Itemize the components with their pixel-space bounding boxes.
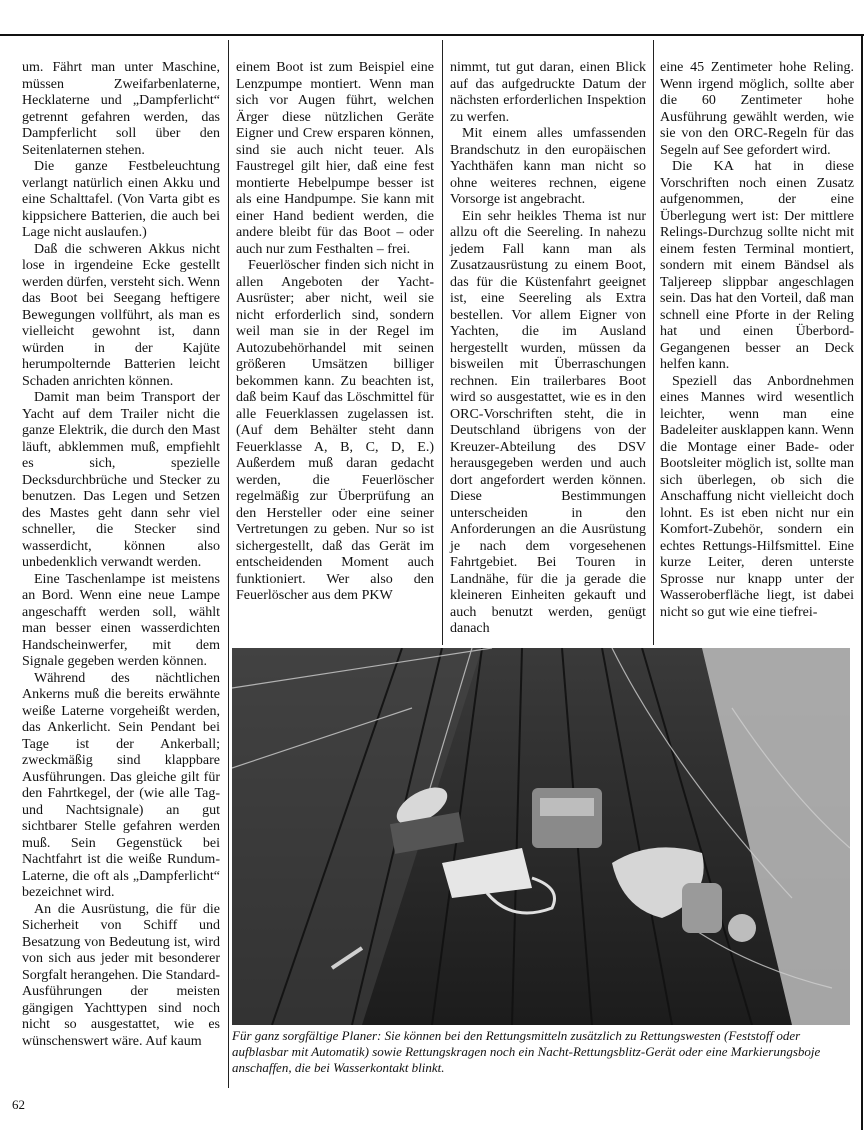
paragraph: Damit man beim Transport der Yacht auf dem Trailer nicht die ganze Elektrik, die durch den Mast läuft, abklemmen muß, empfiehlt es sich, spezielle Decksdurchbrüche und Stecker zu benutzen. Das Legen und Setzen des Mastes geht dann sehr viel schneller, die Stecker sind wasserdicht, können also unbedenklich verwandt werden. bbox=[22, 390, 220, 570]
paragraph: Die ganze Festbeleuchtung verlangt natürlich einen Akku und eine Schalttafel. (Von Varta gibt es kippsichere Batterien, die auch bei Lage nicht auslaufen.) bbox=[22, 159, 220, 240]
page-edge bbox=[861, 34, 863, 1130]
photo-caption: Für ganz sorgfältige Planer: Sie können bei den Rettungsmitteln zusätzlich zu Rettungswesten (Feststoff oder aufblasbar mit Automatik) sowie Rettungskragen noch ein Nacht-Rettungsblitz-Gerät oder eine Markierungsboje anschaffen, die bei Wasserkontakt blinkt. bbox=[232, 1028, 821, 1075]
paragraph: An die Ausrüstung, die für die Sicherheit von Schiff und Besatzung von Bedeutung ist, wird von sich aus jeder mit besonderer Sorgfalt herangehen. Die Standard-Ausführungen der meisten gängigen Yachttypen sind noch nicht so ausgestattet, wie es wünschenswert wäre. Auf kaum bbox=[22, 901, 221, 1049]
top-rule bbox=[0, 34, 864, 36]
paragraph: Die KA hat in diese Vorschriften noch einen Zusatz aufgenommen, der eine Überlegung wert ist: Der mittlere Relings-Durchzug sollte nicht mit einem festen Terminal montiert, sondern mit einem Bändsel als Taljereep slippbar angeschlagen sein. Das hat den Vorteil, daß man schnell eine Pforte in der Reling hat und einen Überbord-Gegangenen besser an Deck helfen kann. bbox=[660, 159, 854, 372]
paragraph: Mit einem alles umfassenden Brandschutz in den europäischen Yachthäfen kann man nicht so ohne weiteres rechnen, eigene Vorsorge ist angebracht. bbox=[450, 126, 646, 207]
paragraph: Ein sehr heikles Thema ist nur allzu oft die Seereling. In nahezu jedem Fall kann man als Zusatzausrüstung zu einem Boot, das für die Küstenfahrt geeignet ist, eine Seereling als Extra bestellen. Vor allem Eigner von Yachten, die im Ausland hergestellt wurden, müssen da bisweilen mit Überraschungen rechnen. Ein trailerbares Boot wird so ausgestattet, wie es in den ORC-Vorschriften steht, die in Deutschland übrigens von der Kreuzer-Abteilung des DSV herausgegeben werden und auch dort angefordert werden können. Diese Bestimmungen unterscheiden in den Anforderungen an die Ausrüstung je nach dem vorgesehenen Fahrtgebiet. Bei Touren in Landnähe, für die ja gerade die kleineren Einheiten gekauft und auch benutzt werden, genügt danach bbox=[450, 208, 646, 636]
paragraph: Daß die schweren Akkus nicht lose in irgendeine Ecke gestellt werden dürfen, versteht sich. Wenn das Boot bei Seegang heftigere Bewegungen vollführt, als man es vielleicht gewohnt ist, dann würden in der Kajüte herumpolternde Batterien leicht Schaden anrichten können. bbox=[22, 241, 220, 389]
text-column-4 bbox=[660, 60, 854, 645]
paragraph: Speziell das Anbordnehmen eines Mannes wird wesentlich leichter, wenn man eine Badeleiter ausklappen kann. Wenn die Montage einer Bade- oder Bootsleiter möglich ist, sollte man sich überlegen, ob sich die Anschaffung nicht vielleicht doch lohnt. Es ist eben nicht nur ein Komfort-Zubehör, sondern ein echtes Rettungs-Hilfsmittel. Eine kurze Leiter, deren unterste Sprosse nur knapp unter der Wasseroberfläche liegt, ist dabei nicht so gut wie eine tiefrei- bbox=[660, 373, 854, 620]
paragraph: eine 45 Zentimeter hohe Reling. Wenn irgend möglich, sollte aber die 60 Zentimeter hohe Ausführung gewählt werden, wie sie von den ORC-Regeln für das Segeln auf See gefordert wird. bbox=[660, 60, 854, 158]
safety-gear-illustration bbox=[232, 648, 850, 1025]
paragraph: um. Fährt man unter Maschine, müssen Zweifarbenlaterne, Hecklaterne und „Dampferlicht“ getrennt gefahren werden, das Dampferlicht soll über den Seitenlaternen stehen. bbox=[22, 60, 220, 158]
text-column-2 bbox=[236, 60, 434, 645]
paragraph: einem Boot ist zum Beispiel eine Lenzpumpe montiert. Wenn man sich vor Augen führt, welchen Ärger diese nützlichen Geräte Eigner und Crew ersparen können, sind sie auch nicht teuer. Als Faustregel gilt hier, daß eine fest montierte Hebelpumpe besser ist als eine Handpumpe. Sie kann mit einer Hand bedient werden, die andere bleibt für das Boot – oder auch nur zum Festhalten – frei. bbox=[236, 60, 434, 257]
deck-photo bbox=[232, 648, 850, 1025]
paragraph: Eine Taschenlampe ist meistens an Bord. Wenn eine neue Lampe angeschafft werden soll, wählt man besser einen wasserdichten Handscheinwerfer, mit dem Signale gegeben werden können. bbox=[22, 571, 220, 669]
paragraph: Feuerlöscher finden sich nicht in allen Angeboten der Yacht-Ausrüster; aber nicht, weil sie nicht erforderlich sind, sondern weil man sie in der Regel im Autozubehörhandel mit seinen größeren Umsätzen billiger bekommen kann. Zu beachten ist, daß beim Kauf das Löschmittel für alle Feuerklassen zugelassen ist. (Auf dem Behälter steht dann Feuerklasse A, B, C, D, E.) Außerdem muß daran gedacht werden, die Feuerlöscher regelmäßig zur Überprüfung an den Hersteller oder eine seiner Vertretungen zu geben. Nur so ist sichergestellt, daß das Gerät im entscheidenden Moment auch funktioniert. Wer also den Feuerlöscher aus dem PKW bbox=[236, 258, 434, 603]
paragraph: Während des nächtlichen Ankerns muß die bereits erwähnte weiße Laterne vorgeheißt werden, das Ankerlicht. Sein Pendant bei Tage ist der Ankerball; zweckmäßig sind klappbare Ausführungen. Das gleiche gilt für den Fahrtkegel, der (wie alle Tag- und Nachtsignale) an gut sichtbarer Stelle gefahren werden muß. Sein Gegenstück bei Nachtfahrt ist die weiße Rundum-Laterne, die oft als „Dampferlicht“ bezeichnet wird. bbox=[22, 670, 220, 900]
column-rule bbox=[442, 40, 443, 645]
text-column-1 bbox=[22, 60, 220, 1085]
column-rule bbox=[228, 40, 229, 1088]
column-rule bbox=[653, 40, 654, 645]
paragraph: nimmt, tut gut daran, einen Blick auf das aufgedruckte Datum der nächsten erforderlichen Inspektion zu werfen. bbox=[450, 60, 646, 125]
page-number: 62 bbox=[12, 1097, 25, 1112]
text-column-3 bbox=[450, 60, 646, 645]
